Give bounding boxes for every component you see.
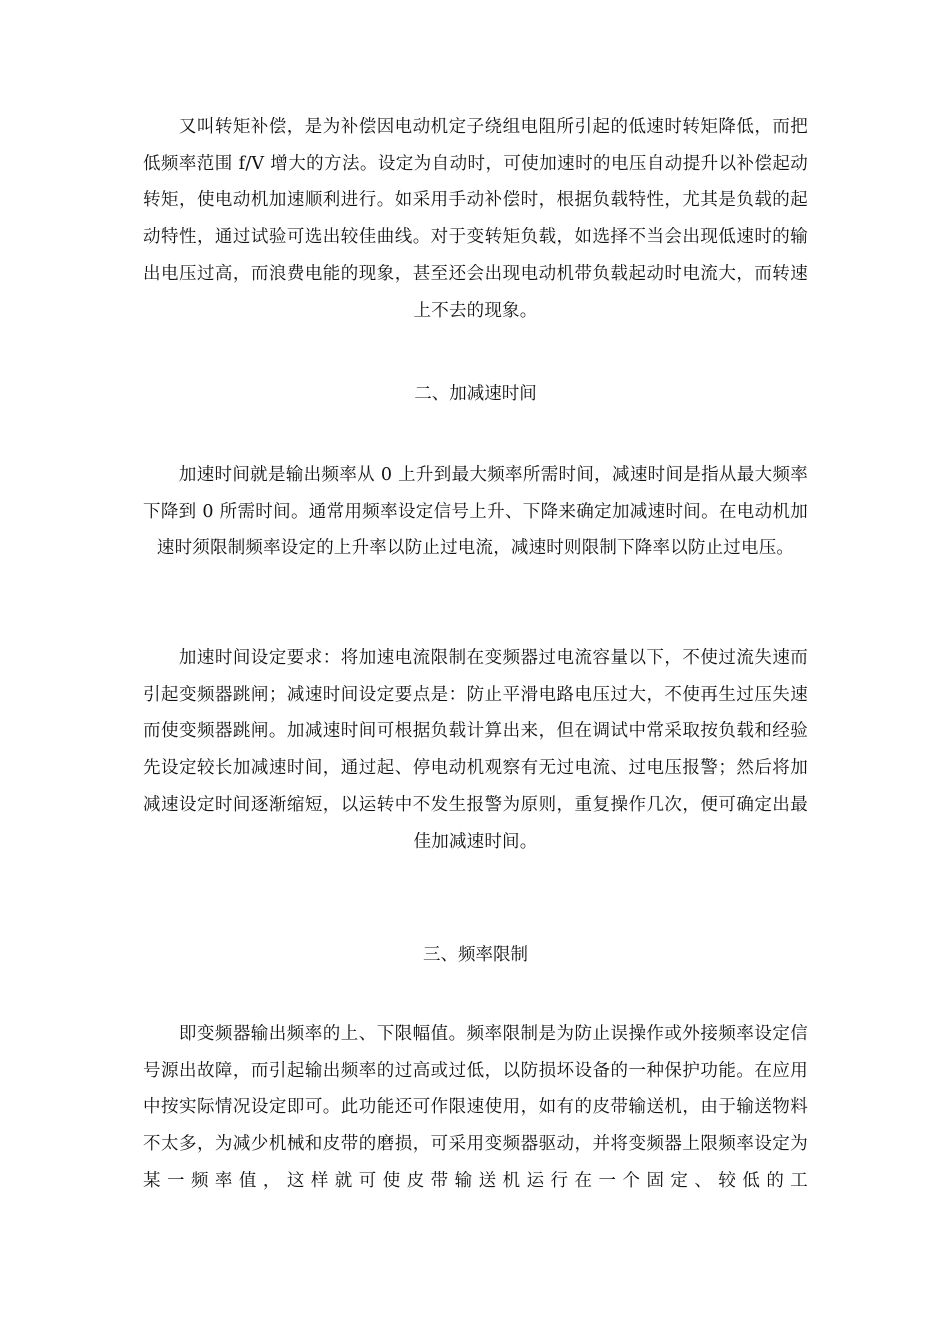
paragraph-frequency-limit: 即变频器输出频率的上、下限幅值。频率限制是为防止误操作或外接频率设定信号源出故障，而引起输出频率的过高或过低，以防损坏设备的一种保护功能。在应用中按实际情况设定即可。此功能还可作限速使用，如有的皮带输送机，由于输送物料不太多，为减少机械和皮带的磨损，可采用变频器驱动，并将变频器上限频率设定为某一频率值，这样就可使皮带输送机运行在一个固定、较低的工 (143, 1024, 808, 1191)
section-heading-frequency-limit: 三、频率限制 (423, 945, 528, 965)
paragraph-accel-decel-definition: 加速时间就是输出频率从 0 上升到最大频率所需时间，减速时间是指从最大频率下降到 0 所需时间。通常用频率设定信号上升、下降来确定加减速时间。在电动机加速时须限制频率设定的上升率以防止过电流，减速时则限制下降率以防止过电压。 (143, 465, 808, 559)
paragraph-torque-compensation: 又叫转矩补偿，是为补偿因电动机定子绕组电阻所引起的低速时转矩降低，而把低频率范围 f/V 增大的方法。设定为自动时，可使加速时的电压自动提升以补偿起动转矩，使电动机加速顺利进行。如采用手动补偿时，根据负载特性，尤其是负载的起动特性，通过试验可选出较佳曲线。对于变转矩负载，如选择不当会出现低速时的输出电压过高，而浪费电能的现象，甚至还会出现电动机带负载起动时电流大，而转速上不去的现象。 (143, 117, 808, 321)
paragraph-accel-time-setting: 加速时间设定要求：将加速电流限制在变频器过电流容量以下，不使过流失速而引起变频器跳闸；减速时间设定要点是：防止平滑电路电压过大，不使再生过压失速而使变频器跳闸。加减速时间可根据负载计算出来，但在调试中常采取按负载和经验先设定较长加减速时间，通过起、停电动机观察有无过电流、过电压报警；然后将加减速设定时间逐渐缩短，以运转中不发生报警为原则，重复操作几次，便可确定出最佳加减速时间。 (143, 648, 808, 852)
section-heading-accel-decel-time: 二、加减速时间 (414, 384, 537, 404)
